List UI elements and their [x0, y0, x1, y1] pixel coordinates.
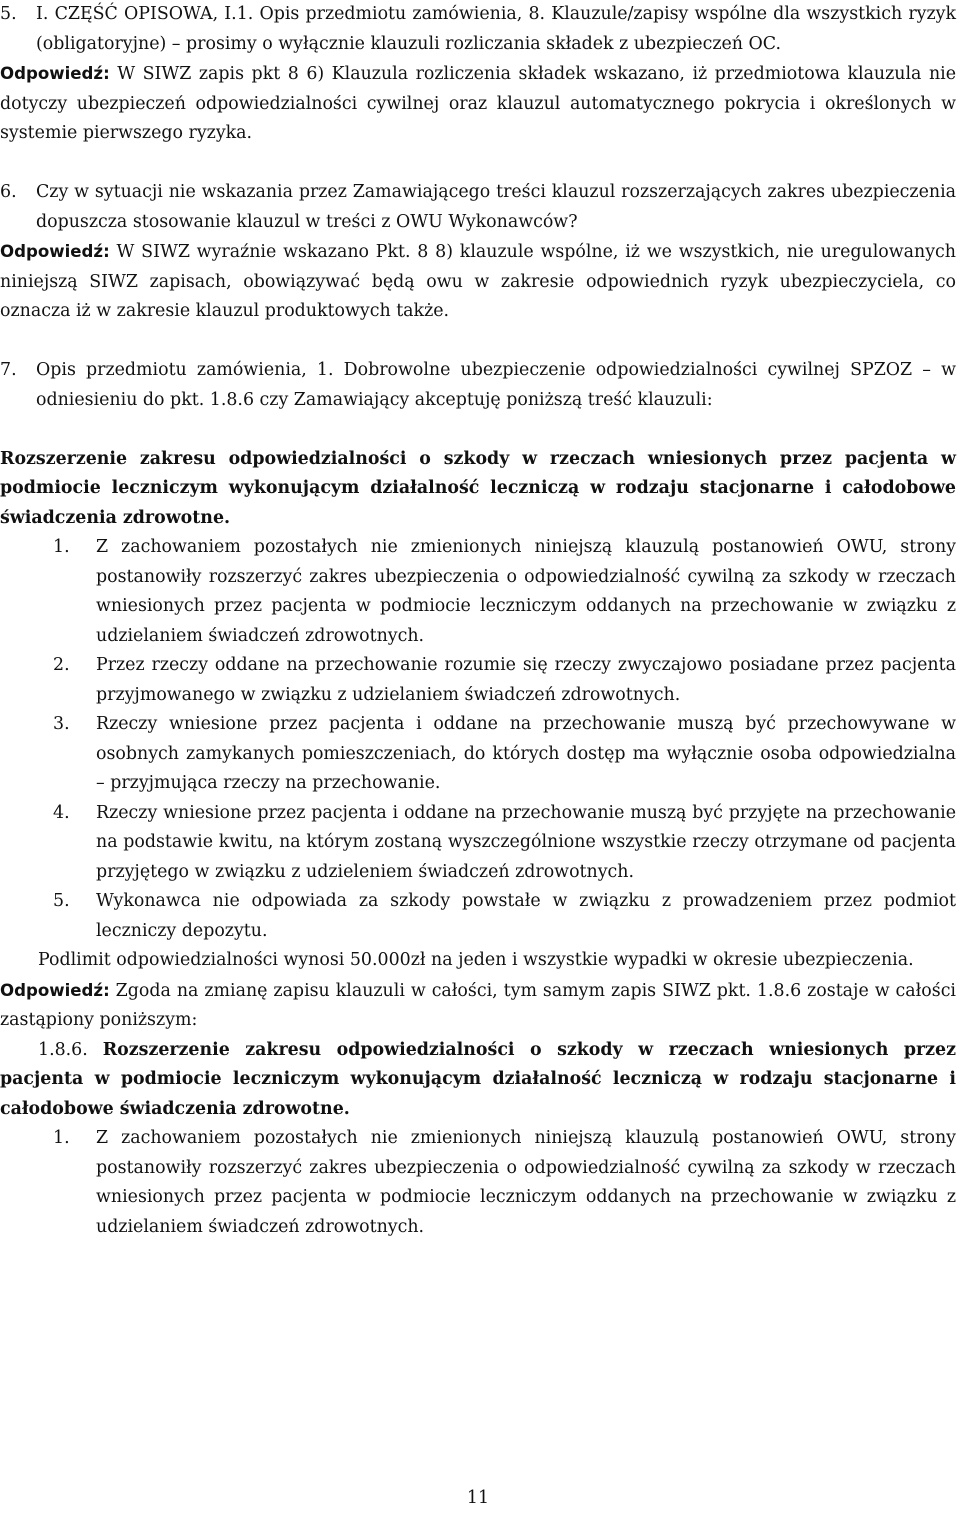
question-7 — [0, 356, 956, 415]
new-clause-number: 1.8.6. — [38, 1039, 88, 1060]
question-5-text: I. CZĘŚĆ OPISOWA, I.1. Opis przedmiotu zamówienia, 8. Klauzule/zapisy wspólne dla wszystkich ryzyk (obligatoryjne) – prosimy o wyłącznie klauzuli rozliczania składek z ubezpieczeń OC. — [36, 4, 956, 54]
list-item-number: 1. — [53, 537, 70, 557]
sublimit-text: Podlimit odpowiedzialności wynosi 50.000zł na jeden i wszystkie wypadki w okresie ubezpieczenia. — [38, 950, 914, 970]
answer-7 — [0, 976, 956, 1036]
question-5-number: 5. — [0, 4, 17, 24]
list-item-text: Rzeczy wniesione przez pacjenta i oddane na przechowanie muszą być przyjęte na przechowanie na podstawie kwitu, na którym zostaną wyszczególnione wszystkie rzeczy otrzymane od pacjenta przyjętego w związku z udzieleniem świadczeń zdrowotnych. — [96, 802, 956, 882]
list-item-number: 5. — [53, 891, 70, 911]
list-item — [53, 651, 956, 710]
question-7-text: Opis przedmiotu zamówienia, 1. Dobrowolne ubezpieczenie odpowiedzialności cywilnej SPZOZ – w odniesieniu do pkt. 1.8.6 czy Zamawiający akceptuję poniższą treść klauzuli: — [36, 360, 956, 410]
new-clause — [0, 1036, 956, 1125]
question-6-text: Czy w sytuacji nie wskazania przez Zamawiającego treści klauzul rozszerzających zakres ubezpieczenia dopuszcza stosowanie klauzul w treści z OWU Wykonawców? — [36, 182, 956, 232]
answer-6-label: Odpowiedź: — [0, 242, 110, 261]
list-item — [53, 1124, 956, 1242]
answer-7-text: Zgoda na zmianę zapisu klauzuli w całości, tym samym zapis SIWZ pkt. 1.8.6 zostaje w całości zastąpiony poniższym: — [0, 980, 956, 1030]
question-6-number: 6. — [0, 182, 17, 202]
spacer — [0, 415, 956, 445]
list-item-number: 2. — [53, 655, 70, 675]
list-item — [53, 799, 956, 888]
list-item-text: Z zachowaniem pozostałych nie zmienionych niniejszą klauzulą postanowień OWU, strony postanowiły rozszerzyć zakres ubezpieczenia o odpowiedzialność cywilną za szkody w rzeczach wniesionych przez pacjenta w podmiocie leczniczym oddanych na przechowanie w związku z udzielaniem świadczeń zdrowotnych. — [96, 537, 956, 646]
answer-7-label: Odpowiedź: — [0, 980, 110, 1000]
list-item-number: 4. — [53, 802, 70, 823]
new-clause-items-list — [0, 1124, 956, 1242]
list-item-number: 3. — [53, 714, 70, 734]
answer-6 — [0, 237, 956, 327]
page-number: 11 — [466, 1488, 490, 1508]
list-item-text: Z zachowaniem pozostałych nie zmienionych niniejszą klauzulą postanowień OWU, strony postanowiły rozszerzyć zakres ubezpieczenia o odpowiedzialność cywilną za szkody w rzeczach wniesionych przez pacjenta w podmiocie leczniczym oddanych na przechowanie w związku z udzielaniem świadczeń zdrowotnych. — [96, 1128, 956, 1237]
list-item-text: Rzeczy wniesione przez pacjenta i oddane na przechowanie muszą być przechowywane w osobnych zamykanych pomieszczeniach, do których dostęp ma wyłącznie osoba odpowiedzialna – przyjmująca rzeczy na przechowanie. — [96, 714, 956, 793]
list-item — [53, 887, 956, 946]
list-item — [53, 533, 956, 651]
answer-5-text: W SIWZ zapis pkt 8 6) Klauzula rozliczenia składek wskazano, iż przedmiotowa klauzula nie dotyczy ubezpieczeń odpowiedzialności cywilnej oraz klauzul automatycznego pokrycia i określonych w systemie pierwszego ryzyka. — [0, 64, 956, 143]
list-item — [53, 710, 956, 799]
spacer — [0, 149, 956, 179]
answer-6-text: W SIWZ wyraźnie wskazano Pkt. 8 8) klauzule wspólne, iż we wszystkich, nie uregulowanych niniejszą SIWZ zapisach, obowiązywać będą owu w zakresie odpowiednich ryzyk ubezpieczyciela, co oznacza iż w zakresie klauzul produktowych także. — [0, 242, 956, 321]
list-item-text: Przez rzeczy oddane na przechowanie rozumie się rzeczy zwyczajowo posiadane przez pacjenta przyjmowanego w związku z udzielaniem świadczeń zdrowotnych. — [96, 655, 956, 705]
new-clause-title: Rozszerzenie zakresu odpowiedzialności o szkody w rzeczach wniesionych przez pacjenta w podmiocie leczniczym wykonującym działalność leczniczą w rodzaju stacjonarne i całodobowe świadczenia zdrowotne. — [0, 1039, 956, 1119]
answer-5 — [0, 59, 956, 149]
list-item-number: 1. — [53, 1128, 70, 1148]
list-item-text: Wykonawca nie odpowiada za szkody powstałe w związku z prowadzeniem przez podmiot leczniczy depozytu. — [96, 891, 956, 941]
question-6 — [0, 178, 956, 237]
answer-5-label: Odpowiedź: — [0, 64, 110, 83]
clause-items-list — [0, 533, 956, 946]
clause-title: Rozszerzenie zakresu odpowiedzialności o szkody w rzeczach wniesionych przez pacjenta w podmiocie leczniczym wykonującym działalność leczniczą w rodzaju stacjonarne i całodobowe świadczenia zdrowotne. — [0, 448, 956, 528]
question-7-number: 7. — [0, 360, 17, 380]
question-5 — [0, 0, 956, 59]
spacer — [0, 327, 956, 357]
